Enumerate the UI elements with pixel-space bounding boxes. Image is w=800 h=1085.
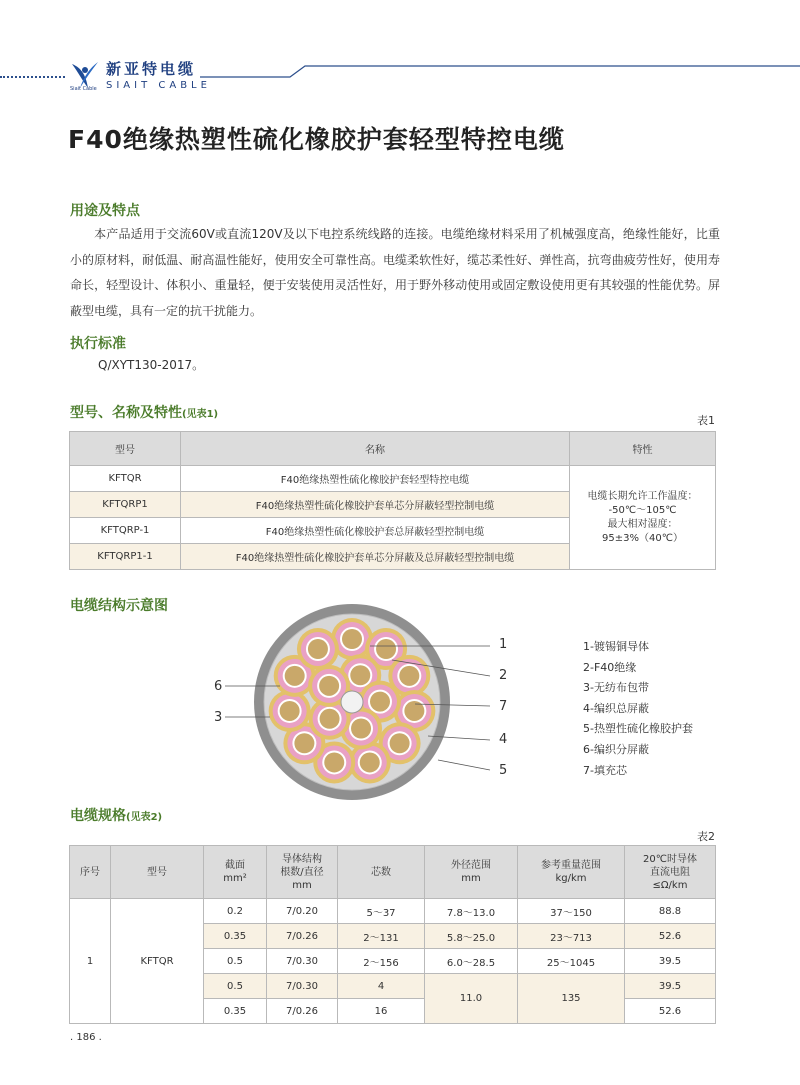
table2-cell: 0.35 xyxy=(204,999,267,1024)
legend-item: 5-热塑性硫化橡胶护套 xyxy=(583,722,693,736)
models-heading-text: 型号、名称及特性 xyxy=(70,405,182,421)
table1-model-cell: KFTQRP1-1 xyxy=(70,544,181,570)
table1-label: 表1 xyxy=(697,414,715,427)
models-heading-note: (见表1) xyxy=(182,409,219,420)
usage-text: 本产品适用于交流60V或直流120V及以下电控系统线路的连接。电缆绝缘材料采用了机械强度高，绝缘性能好，比重小的原材料，耐低温、耐高温性能好，使用安全可靠性高。电缆柔软性好，缆芯柔性好、弹性高，抗弯曲疲劳性好，使用寿命长，轻型设计、体积小、重量轻，便于安装使用灵活性好，用于野外移动使用或固定敷设使用更有其较强的性能优势。屏蔽型电缆，具有一定的抗干扰能力。 xyxy=(70,227,720,318)
table2-header: 序号 xyxy=(70,846,111,899)
table2-header: 截面 mm² xyxy=(204,846,267,899)
usage-paragraph xyxy=(70,222,720,324)
section-structure-heading: 电缆结构示意图 xyxy=(70,598,168,614)
table2-header: 芯数 xyxy=(338,846,425,899)
specs-heading-text: 电缆规格 xyxy=(70,808,126,824)
table2-cell: 5～37 xyxy=(338,899,425,924)
diagram-label-3: 3 xyxy=(214,710,223,725)
table-row xyxy=(70,466,716,492)
table2-cell: 39.5 xyxy=(625,974,716,999)
table2-cell: 52.6 xyxy=(625,999,716,1024)
feature-line: 最大相对湿度： xyxy=(607,518,678,530)
diagram-label-2: 2 xyxy=(499,668,508,683)
table2-cell: 7/0.26 xyxy=(267,999,338,1024)
table2-header: 导体结构 根数/直径 mm xyxy=(267,846,338,899)
cable-cross-section-diagram xyxy=(200,600,530,800)
table2-cell: 37～150 xyxy=(518,899,625,924)
page-title: F40绝缘热塑性硫化橡胶护套轻型特控电缆 xyxy=(68,125,565,154)
table1-feature-cell xyxy=(570,466,716,570)
section-usage-heading: 用途及特点 xyxy=(70,203,140,219)
table2-cell: 11.0 xyxy=(425,974,518,1024)
legend-item: 7-填充芯 xyxy=(583,763,627,777)
table2-cell: 7/0.30 xyxy=(267,949,338,974)
section-specs-heading xyxy=(70,805,162,825)
table2-cell: 5.8～25.0 xyxy=(425,924,518,949)
legend-item: 4-编织总屏蔽 xyxy=(583,701,649,715)
table2-cell: 7.8～13.0 xyxy=(425,899,518,924)
table2-cell: 2～156 xyxy=(338,949,425,974)
table1-header-name: 名称 xyxy=(181,432,570,466)
feature-line: -50℃～105℃ xyxy=(608,504,677,516)
table2-header: 20℃时导体 直流电阻 ≤Ω/km xyxy=(625,846,716,899)
table2-header: 外径范围 mm xyxy=(425,846,518,899)
section-standard-heading: 执行标准 xyxy=(70,336,126,352)
company-name-cn: 新亚特电缆 xyxy=(106,60,197,78)
specs-heading-note: (见表2) xyxy=(126,812,163,823)
table1-model-cell: KFTQRP1 xyxy=(70,492,181,518)
diagram-label-4: 4 xyxy=(499,732,508,747)
table-specs xyxy=(69,845,716,1024)
diagram-label-7: 7 xyxy=(499,699,508,714)
table2-cell: 0.35 xyxy=(204,924,267,949)
table2-cell: 4 xyxy=(338,974,425,999)
diagram-label-5: 5 xyxy=(499,763,508,778)
table2-model-cell: KFTQR xyxy=(111,899,204,1024)
company-name-en: SIAIT CABLE xyxy=(106,80,211,91)
table1-model-cell: KFTQRP-1 xyxy=(70,518,181,544)
table-models xyxy=(69,431,716,570)
table2-cell: 2～131 xyxy=(338,924,425,949)
table2-cell: 52.6 xyxy=(625,924,716,949)
table1-header-feature: 特性 xyxy=(570,432,716,466)
table1-model-cell: KFTQR xyxy=(70,466,181,492)
table2-cell: 7/0.20 xyxy=(267,899,338,924)
table2-cell: 16 xyxy=(338,999,425,1024)
table2-cell: 0.5 xyxy=(204,949,267,974)
table2-cell: 135 xyxy=(518,974,625,1024)
table1-header-model: 型号 xyxy=(70,432,181,466)
diagram-label-6: 6 xyxy=(214,679,223,694)
table2-cell: 39.5 xyxy=(625,949,716,974)
table2-cell: 0.5 xyxy=(204,974,267,999)
table2-cell: 6.0～28.5 xyxy=(425,949,518,974)
table2-cell: 7/0.30 xyxy=(267,974,338,999)
filler-core xyxy=(341,691,363,713)
standard-text: Q/XYT130-2017。 xyxy=(98,358,205,372)
logo-subtext: Siait Cable xyxy=(70,86,97,92)
diagram-label-1: 1 xyxy=(499,637,508,652)
table2-cell: 23～713 xyxy=(518,924,625,949)
legend-item: 2-F40绝缘 xyxy=(583,660,637,674)
table2-cell: 7/0.26 xyxy=(267,924,338,949)
cable-core xyxy=(297,628,339,670)
legend-item: 3-无纺布包带 xyxy=(583,681,649,695)
table2-header: 参考重量范围 kg/km xyxy=(518,846,625,899)
table2-header: 型号 xyxy=(111,846,204,899)
table2-label: 表2 xyxy=(697,830,715,843)
diagram-legend xyxy=(583,637,693,781)
table1-name-cell: F40绝缘热塑性硫化橡胶护套单芯分屏蔽及总屏蔽轻型控制电缆 xyxy=(181,544,570,570)
feature-line: 电缆长期允许工作温度： xyxy=(587,490,698,502)
table1-name-cell: F40绝缘热塑性硫化橡胶护套总屏蔽轻型控制电缆 xyxy=(181,518,570,544)
page-number: . 186 . xyxy=(70,1032,102,1043)
table1-name-cell: F40绝缘热塑性硫化橡胶护套轻型特控电缆 xyxy=(181,466,570,492)
table-row xyxy=(70,899,716,924)
section-models-heading xyxy=(70,402,218,422)
table2-cell: 25～1045 xyxy=(518,949,625,974)
table2-cell: 0.2 xyxy=(204,899,267,924)
table2-cell: 88.8 xyxy=(625,899,716,924)
feature-line: 95±3%（40℃） xyxy=(602,532,683,544)
table1-name-cell: F40绝缘热塑性硫化橡胶护套单芯分屏蔽轻型控制电缆 xyxy=(181,492,570,518)
legend-item: 1-镀锡铜导体 xyxy=(583,640,649,653)
cable-core xyxy=(269,690,311,732)
table2-seq-cell: 1 xyxy=(70,899,111,1024)
legend-item: 6-编织分屏蔽 xyxy=(583,742,649,756)
